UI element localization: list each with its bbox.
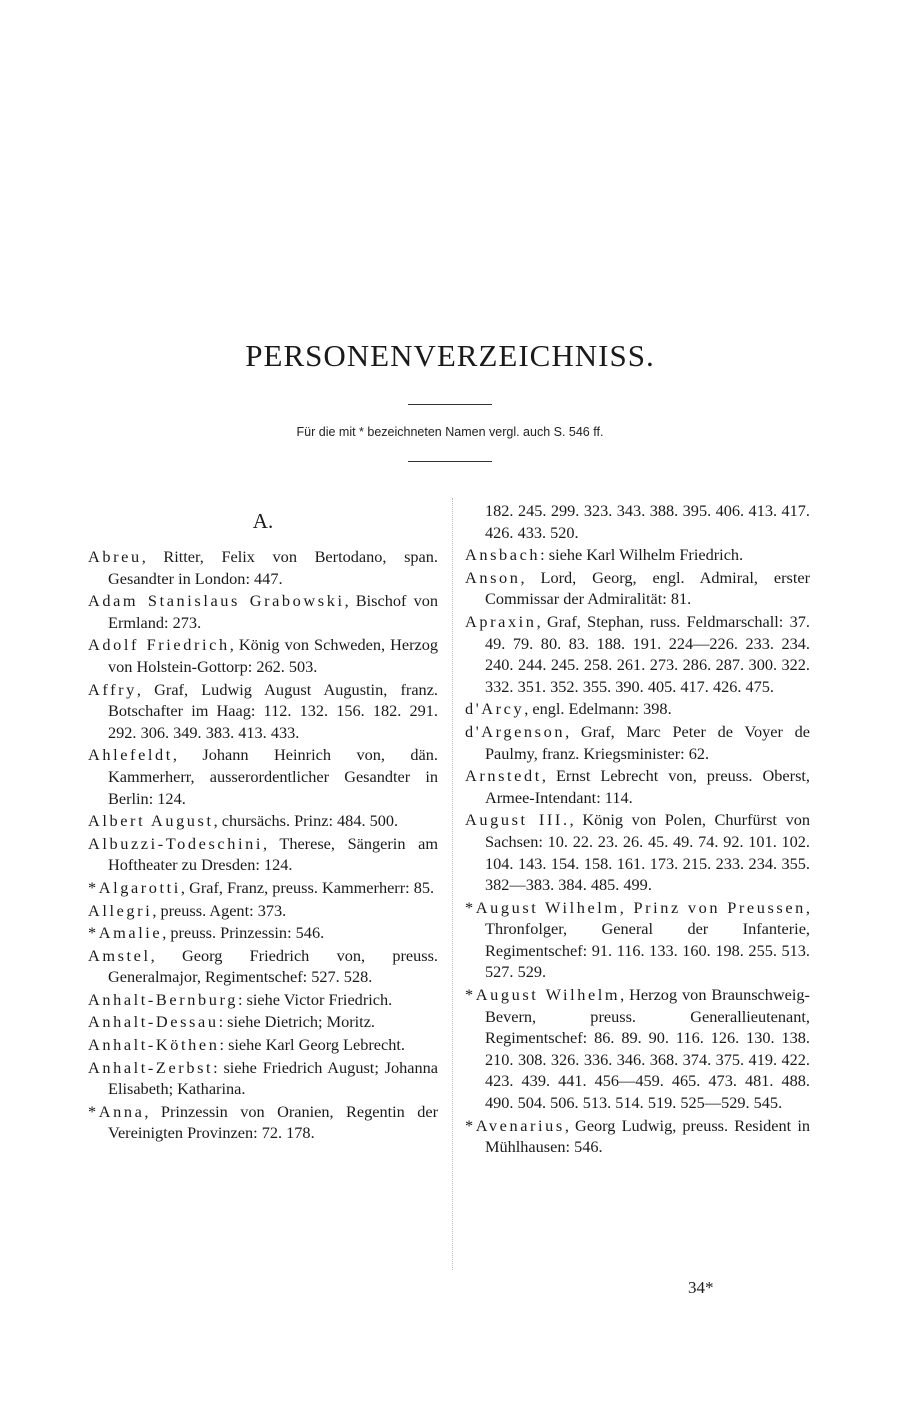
index-entry — [88, 1057, 438, 1100]
section-letter: A. — [252, 509, 274, 533]
index-entry — [88, 590, 438, 633]
page-title: PERSONENVERZEICHNISS. — [245, 338, 655, 373]
entry-details: , chursächs. Prinz: 484. 500. — [213, 811, 399, 831]
index-entry — [88, 945, 438, 988]
entry-name: Albuzzi-Todeschini — [88, 833, 263, 853]
entry-details: , König von Polen, Churfürst von Sachsen: 10. 22. 23. 26. 45. 49. 74. 92. 101. 102. 104. 143. 154. 158. 161. 173. 215. 233. 234. 355. 382—383. 384. 485. 499. — [485, 810, 811, 895]
entry-name: d'Argenson — [465, 721, 566, 741]
entry-name: Ansbach — [465, 545, 541, 565]
entry-details: , Ritter, Felix von Bertodano, span. Gesandter in London: 447. — [108, 547, 438, 588]
entry-details: , Lord, Georg, engl. Admiral, erster Commissar der Admiralität: 81. — [485, 567, 810, 609]
index-entry — [88, 989, 438, 1011]
index-entry — [88, 877, 438, 899]
entry-name: Apraxin — [465, 611, 537, 631]
index-entry — [465, 1115, 810, 1158]
entry-details: , Therese, Sängerin am Hoftheater zu Dresden: 124. — [108, 833, 438, 875]
entry-details: , Graf, Ludwig August Augustin, franz. Botschafter im Haag: 112. 132. 156. 182. 291. 292. 306. 349. 383. 413. 433. — [108, 679, 438, 742]
index-entry — [88, 810, 438, 832]
entry-details: , Graf, Franz, preuss. Kammerherr: 85. — [180, 877, 435, 897]
entry-details: : siehe Dietrich; Moritz. — [218, 1012, 375, 1032]
index-entry — [88, 744, 438, 809]
title-divider-bottom — [408, 461, 492, 462]
entry-name: Albert August — [88, 811, 214, 831]
entry-details: : siehe Victor Friedrich. — [237, 989, 393, 1009]
entry-details: : siehe Karl Georg Lebrecht. — [219, 1035, 405, 1055]
entry-details: : siehe Karl Wilhelm Friedrich. — [540, 545, 744, 565]
entry-name: *Algarotti — [88, 877, 181, 897]
index-entry — [88, 1101, 438, 1144]
entry-details: , Graf, Marc Peter de Voyer de Paulmy, franz. Kriegsminister: 62. — [485, 721, 810, 763]
index-entry — [465, 897, 810, 983]
index-entry — [88, 1034, 438, 1056]
index-entry — [88, 546, 438, 589]
entry-name: Allegri — [88, 900, 153, 920]
index-entry — [465, 984, 810, 1114]
entry-details: , Prinzessin von Oranien, Regentin der Vereinigten Provinzen: 72. 178. — [108, 1101, 438, 1143]
entry-name: Abreu — [88, 547, 142, 566]
entry-details: , Georg Ludwig, preuss. Resident in Mühlhausen: 546. — [485, 1115, 810, 1157]
entry-details: , Graf, Stephan, russ. Feldmarschall: 37. 49. 79. 80. 83. 188. 191. 224—226. 233. 234. 240. 244. 245. 258. 261. 273. 286. 287. 300. 322. 332. 351. 352. 355. 390. 405. 417. 426. 475. — [485, 611, 810, 696]
entry-name: *Amalie — [88, 923, 163, 943]
index-entry — [88, 922, 438, 944]
index-entry — [88, 833, 438, 876]
index-entry — [465, 765, 810, 808]
index-entry — [465, 544, 810, 566]
entry-name: Anhalt-Bernburg — [88, 989, 238, 1009]
entry-name: Anson — [465, 567, 521, 587]
entry-name: August III. — [465, 810, 570, 830]
index-entry — [465, 809, 810, 895]
entry-details: , Ernst Lebrecht von, preuss. Oberst, Armee-Intendant: 114. — [485, 766, 810, 807]
entry-details: , engl. Edelmann: 398. — [524, 699, 672, 719]
entry-name: Adam Stanislaus Grabowski — [88, 591, 345, 611]
continuation-text: 182. 245. 299. 323. 343. 388. 395. 406. 413. 417. 426. 433. 520. — [485, 501, 810, 542]
index-entry — [465, 611, 810, 697]
entry-name: *Avenarius — [465, 1115, 565, 1135]
entry-name: *August Wilhelm — [465, 985, 621, 1005]
index-entry — [465, 698, 810, 720]
asterisk-note: Für die mit * bezeichneten Namen vergl. auch S. 546 ff. — [296, 425, 604, 439]
entry-name: Amstel — [88, 945, 151, 965]
entry-details: : siehe Friedrich August; Johanna Elisabeth; Katharina. — [108, 1057, 438, 1099]
entry-details: , König von Schweden, Herzog von Holstein-Gottorp: 262. 503. — [108, 635, 439, 676]
right-entry-list — [465, 544, 810, 1158]
index-entry — [465, 721, 810, 764]
index-entry — [88, 679, 438, 744]
entry-details: , Thronfolger, General der Infanterie, Regimentschef: 91. 116. 133. 160. 198. 255. 513. 527. 529. — [485, 897, 810, 982]
title-divider-top — [408, 404, 492, 405]
entry-name: Anhalt-Köthen — [88, 1035, 220, 1055]
entry-details: , Johann Heinrich von, dän. Kammerherr, ausserordentlicher Gesandter in Berlin: 124. — [108, 745, 438, 808]
entry-name: Arnstedt — [465, 766, 542, 786]
entry-name: *August Wilhelm, Prinz von Preussen — [465, 897, 806, 917]
page-number: 34* — [688, 1278, 714, 1297]
right-column — [465, 500, 810, 1159]
index-entry — [88, 900, 438, 922]
entry-name: Anhalt-Zerbst — [88, 1057, 214, 1077]
index-entry — [88, 634, 438, 677]
entry-name: Adolf Friedrich — [88, 635, 230, 655]
column-divider — [452, 498, 453, 1270]
continuation-entry — [465, 500, 810, 543]
entry-name: Affry — [88, 679, 137, 699]
entry-name: Anhalt-Dessau — [88, 1012, 219, 1032]
entry-details: , preuss. Agent: 373. — [152, 900, 287, 920]
left-entry-list — [88, 546, 438, 1144]
index-entry — [465, 567, 810, 610]
entry-details: , Georg Friedrich von, preuss. Generalmajor, Regimentschef: 527. 528. — [108, 945, 438, 987]
entry-details: , preuss. Prinzessin: 546. — [162, 923, 325, 943]
entry-name: *Anna — [88, 1101, 145, 1121]
index-entry — [88, 1011, 438, 1033]
entry-name: d'Arcy — [465, 699, 525, 719]
entry-details: , Bischof von Ermland: 273. — [108, 591, 438, 632]
entry-details: , Herzog von Braunschweig-Bevern, preuss. Generallieutenant, Regimentschef: 86. 89. 90. 116. 126. 130. 138. 210. 308. 326. 336. 346. 368. 374. 375. 419. 422. 423. 439. 441. 456—459. 465. 473. 481. 488. 490. 504. 506. 513. 514. 519. 525—529. 545. — [485, 985, 810, 1113]
left-column — [88, 500, 438, 1145]
entry-name: Ahlefeldt — [88, 745, 173, 765]
